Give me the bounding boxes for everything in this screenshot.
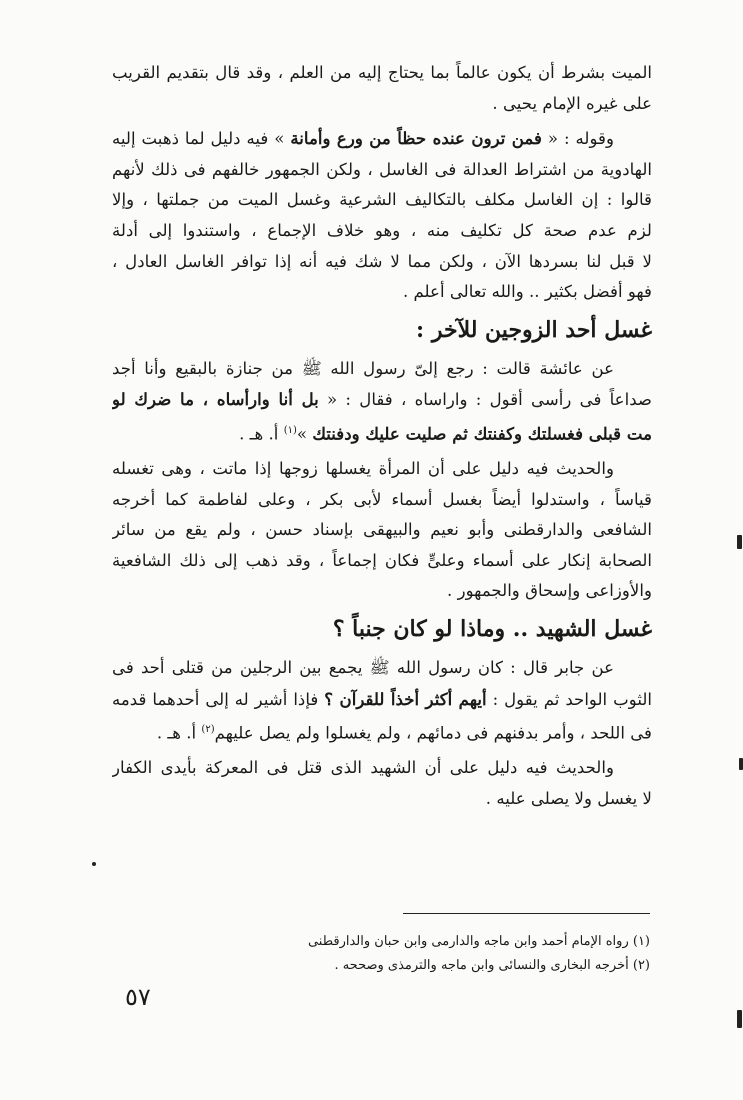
hadith-bold: مت قبلى فغسلتك وكفنتك ثم صليت عليك ودفنتك	[312, 423, 652, 444]
paragraph-commentary	[112, 454, 652, 607]
text-line: والأوزاعى وإسحاق والجمهور .	[447, 581, 652, 601]
scan-mark	[737, 535, 742, 549]
footnote-divider	[403, 913, 650, 914]
hadith-end: أ. هـ .	[239, 424, 284, 444]
text-line: لزم عدم صحة كل تكليف منه ، وهو خلاف الإجماع ، واستندوا إلى أدلة	[112, 220, 652, 240]
text-line: قياساً ، واستدلوا أيضاً بغسل أسماء لأبى بكر ، وعلى لفاطمة كما أخرجه	[112, 489, 652, 509]
text-line: قالوا : إن الغاسل مكلف بالتكاليف الشرعية وغسل الميت من جملتها ، وإلا	[112, 190, 652, 210]
hadith-end: أ. هـ .	[156, 723, 202, 743]
paragraph-commentary	[112, 753, 652, 814]
section-heading: غسل الشهيد .. وماذا لو كان جنباً ؟	[332, 616, 652, 643]
text-line	[112, 123, 652, 155]
text-line: عن جابر قال : كان رسول الله ﷺ يجمع بين الرجلين من قتلى أحد فى	[112, 658, 614, 678]
text-line: على غيره الإمام يحيى .	[492, 93, 652, 113]
text-line	[112, 416, 652, 450]
quote-bold: فمن ترون عنده حظاً من ورع وأمانة	[290, 128, 542, 149]
text-line: والحديث فيه دليل على أن المرأة يغسلها زوجها إذا ماتت ، وهى تغسله	[112, 459, 614, 479]
text-line	[112, 684, 652, 716]
footnote-ref: (١)	[283, 424, 297, 436]
hadith-suffix: فإذا أشير له إلى أحدهما قدمه	[112, 689, 319, 709]
hadith-text: فى اللحد ، وأمر بدفنهم فى دمائهم ، ولم يغسلوا ولم يصل عليهم	[214, 723, 652, 743]
footnote: (٢) أخرجه البخارى والنسائى وابن ماجه والترمذى وصححه .	[334, 958, 650, 973]
paragraph-hadith-jabir	[112, 653, 652, 749]
text-line: الشافعى والدارقطنى وأبو نعيم والبيهقى بإسناد حسن ، ولم يقع من سائر	[112, 520, 652, 540]
paragraph-hadith-aisha	[112, 354, 652, 450]
scan-mark	[92, 862, 96, 866]
quote-prefix: وقوله : «	[547, 129, 615, 149]
paragraph-commentary	[112, 123, 652, 308]
section-heading: غسل أحد الزوجين للآخر :	[416, 316, 652, 343]
scan-mark	[737, 1010, 742, 1028]
paragraph-continuation	[112, 58, 652, 119]
text-line: والحديث فيه دليل على أن الشهيد الذى قتل فى المعركة بأيدى الكفار	[112, 758, 614, 778]
hadith-prefix: الثوب الواحد ثم يقول :	[492, 689, 652, 709]
footnote-ref: (٢)	[201, 724, 215, 736]
text-line	[112, 715, 652, 749]
footnotes	[250, 930, 650, 978]
hadith-close: »	[296, 424, 308, 444]
text-line: فهو أفضل بكثير .. والله تعالى أعلم .	[402, 282, 652, 302]
page-number: ٥٧	[125, 983, 151, 1011]
text-line: الميت بشرط أن يكون عالماً بما يحتاج إليه من العلم ، وقد قال بتقديم القريب	[112, 63, 652, 82]
text-line: لا قبل لنا بسردها الآن ، ولكن مما لا شك فيه أنه إذا توافر الغاسل العادل ،	[112, 251, 652, 271]
text-line: لا يغسل ولا يصلى عليه .	[485, 788, 652, 808]
text-line	[112, 384, 652, 416]
scan-mark	[739, 758, 743, 770]
text-line: عن عائشة قالت : رجع إلىّ رسول الله ﷺ من جنازة بالبقيع وأنا أجد	[112, 358, 614, 378]
footnote: (١) رواه الإمام أحمد وابن ماجه والدارمى وابن حبان والدارقطنى	[307, 934, 650, 949]
quote-suffix: » فيه دليل لما ذهبت إليه	[112, 129, 285, 149]
page-body	[112, 58, 652, 815]
hadith-bold: أيهم أكثر أخذاً للقرآن ؟	[324, 688, 487, 709]
hadith-bold: بل أنا وارأساه ، ما ضرك لو	[112, 389, 319, 410]
hadith-prefix: صداعاً فى رأسى أقول : واراساه ، فقال : «	[327, 390, 652, 410]
text-line: الهادوية من اشتراط العدالة فى الغاسل ، ولكن الجمهور خالفهم فى ذلك لأنهم	[112, 159, 652, 179]
text-line: الصحابة إنكار على أسماء وعلىٍّ فكان إجماعاً ، وقد ذهب إلى ذلك الشافعية	[112, 550, 652, 570]
